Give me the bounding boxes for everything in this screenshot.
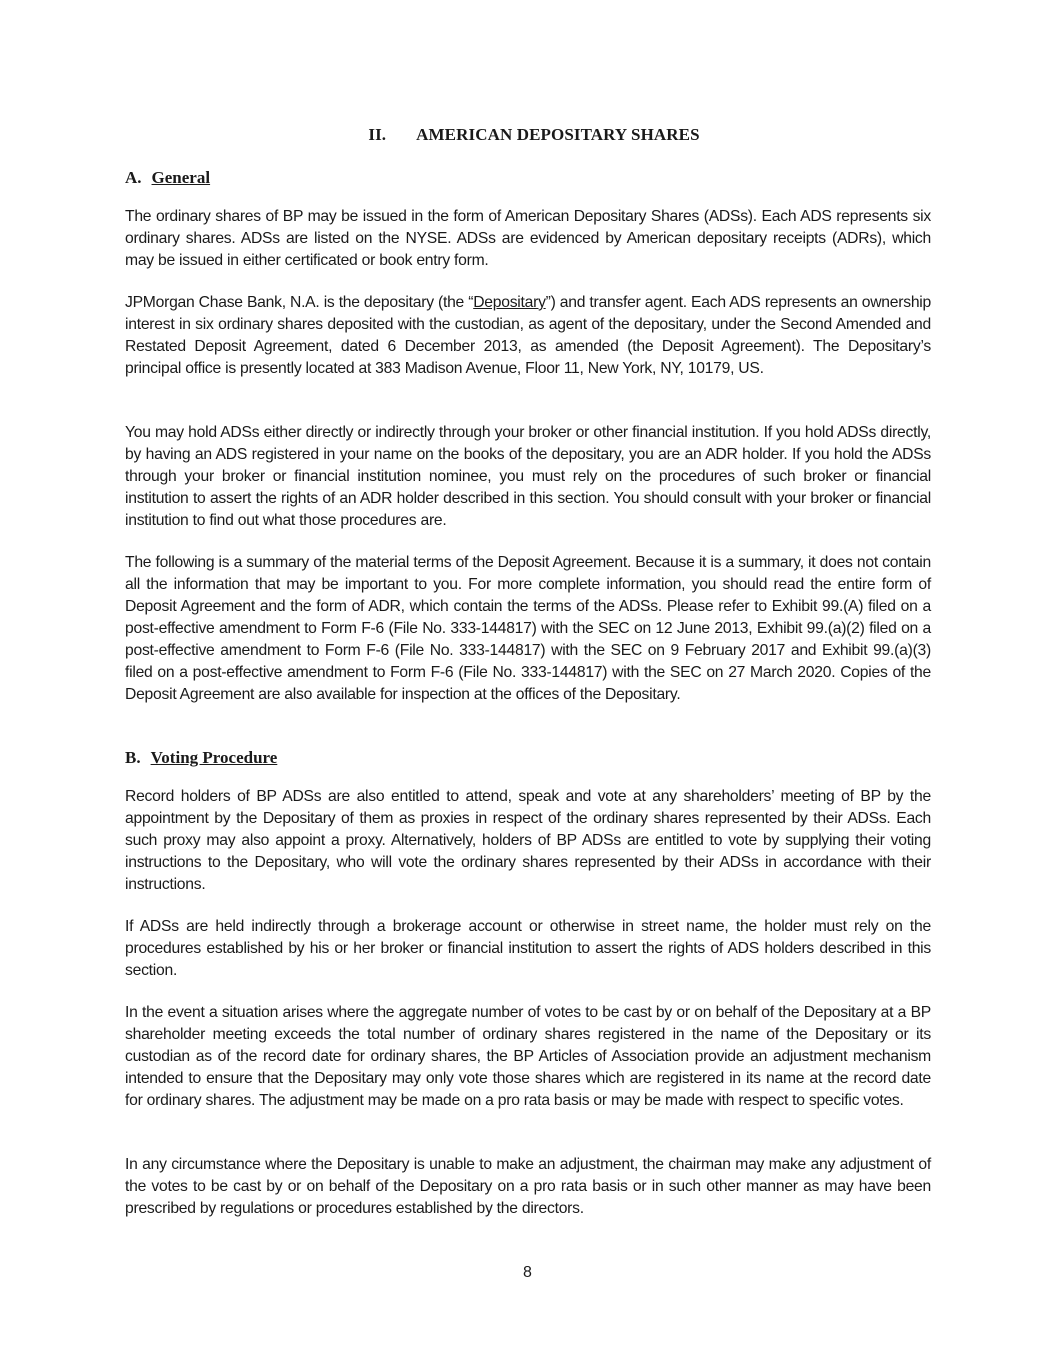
- section-title-text: AMERICAN DEPOSITARY SHARES: [416, 125, 700, 144]
- paragraph-text: JPMorgan Chase Bank, N.A. is the depositary (the “: [125, 294, 474, 311]
- subheading-general: [125, 168, 210, 188]
- voting-paragraph-1: Record holders of BP ADSs are also entitled to attend, speak and vote at any shareholders’ meeting of BP by the appointment by the Depositary of them as proxies in respect of the ordinary shares represented by their ADSs. Each such proxy may also appoint a proxy. Alternatively, holders of BP ADSs are entitled to vote by supplying their voting instructions to the Depositary, who will vote the ordinary shares represented by their ADSs in accordance with their instructions.: [125, 788, 931, 893]
- subheading-letter: B.: [125, 748, 141, 767]
- section-number: II.: [368, 125, 387, 144]
- general-paragraph-3: You may hold ADSs either directly or indirectly through your broker or other financial institution. If you hold ADSs directly, by having an ADS registered in your name on the books of the depositary, you are an ADR holder. If you hold the ADSs through your broker or financial institution nominee, you must rely on the procedures of such broker or financial institution to assert the rights of an ADR holder described in this section. You should consult with your broker or financial institution to find out what those procedures are.: [125, 424, 931, 529]
- subheading-letter: A.: [125, 168, 142, 187]
- voting-paragraph-3: In the event a situation arises where the aggregate number of votes to be cast by or on behalf of the Depositary at a BP shareholder meeting exceeds the total number of ordinary shares registered in the name of the Depositary or its custodian as of the record date for ordinary shares, the BP Articles of Association provide an adjustment mechanism intended to ensure that the Depositary may only vote those shares which are registered in its name at the record date for ordinary shares. The adjustment may be made on a pro rata basis or may be made with respect to specific votes.: [125, 1004, 931, 1109]
- voting-paragraph-4: In any circumstance where the Depositary is unable to make an adjustment, the chairman may make any adjustment of the votes to be cast by or on behalf of the Depositary on a pro rata basis or in such other manner as may have been prescribed by regulations or procedures established by the directors.: [125, 1156, 931, 1217]
- subheading-text: General: [151, 168, 211, 187]
- paragraph-text: ”) and transfer agent. Each ADS represents an ownership interest in six ordinary shares deposited with the custodian, as agent of the depositary, under the Second Amended and Restated Deposit Agreement, dated 6 December 2013, as amended (the Deposit Agreement). The Depositary’s principal office is presently located at 383 Madison Avenue, Floor 11, New York, NY, 10179, US.: [125, 294, 931, 377]
- general-paragraph-2: [125, 292, 931, 380]
- page-number: 8: [523, 1264, 532, 1281]
- section-title: [0, 125, 1055, 145]
- subheading-text: Voting Procedure: [150, 748, 278, 767]
- general-paragraph-4: The following is a summary of the material terms of the Deposit Agreement. Because it is a summary, it does not contain all the information that may be important to you. For more complete information, you should read the entire form of Deposit Agreement and the form of ADR, which contain the terms of the ADSs. Please refer to Exhibit 99.(A) filed on a post-effective amendment to Form F-6 (File No. 333-144817) with the SEC on 12 June 2013, Exhibit 99.(a)(2) filed on a post-effective amendment to Form F-6 (File No. 333-144817) with the SEC on 9 February 2017 and Exhibit 99.(a)(3) filed on a post-effective amendment to Form F-6 (File No. 333-144817) with the SEC on 27 March 2020. Copies of the Deposit Agreement are also available for inspection at the offices of the Depositary.: [125, 554, 931, 703]
- defined-term-depositary: Depositary: [473, 294, 546, 311]
- general-paragraph-1: The ordinary shares of BP may be issued in the form of American Depositary Shares (ADSs). Each ADS represents six ordinary shares. ADSs are listed on the NYSE. ADSs are evidenced by American depositary receipts (ADRs), which may be issued in either certificated or book entry form.: [125, 208, 931, 269]
- subheading-voting-procedure: [125, 748, 277, 768]
- voting-paragraph-2: If ADSs are held indirectly through a brokerage account or otherwise in street name, the holder must rely on the procedures established by his or her broker or financial institution to assert the rights of ADS holders described in this section.: [125, 918, 931, 979]
